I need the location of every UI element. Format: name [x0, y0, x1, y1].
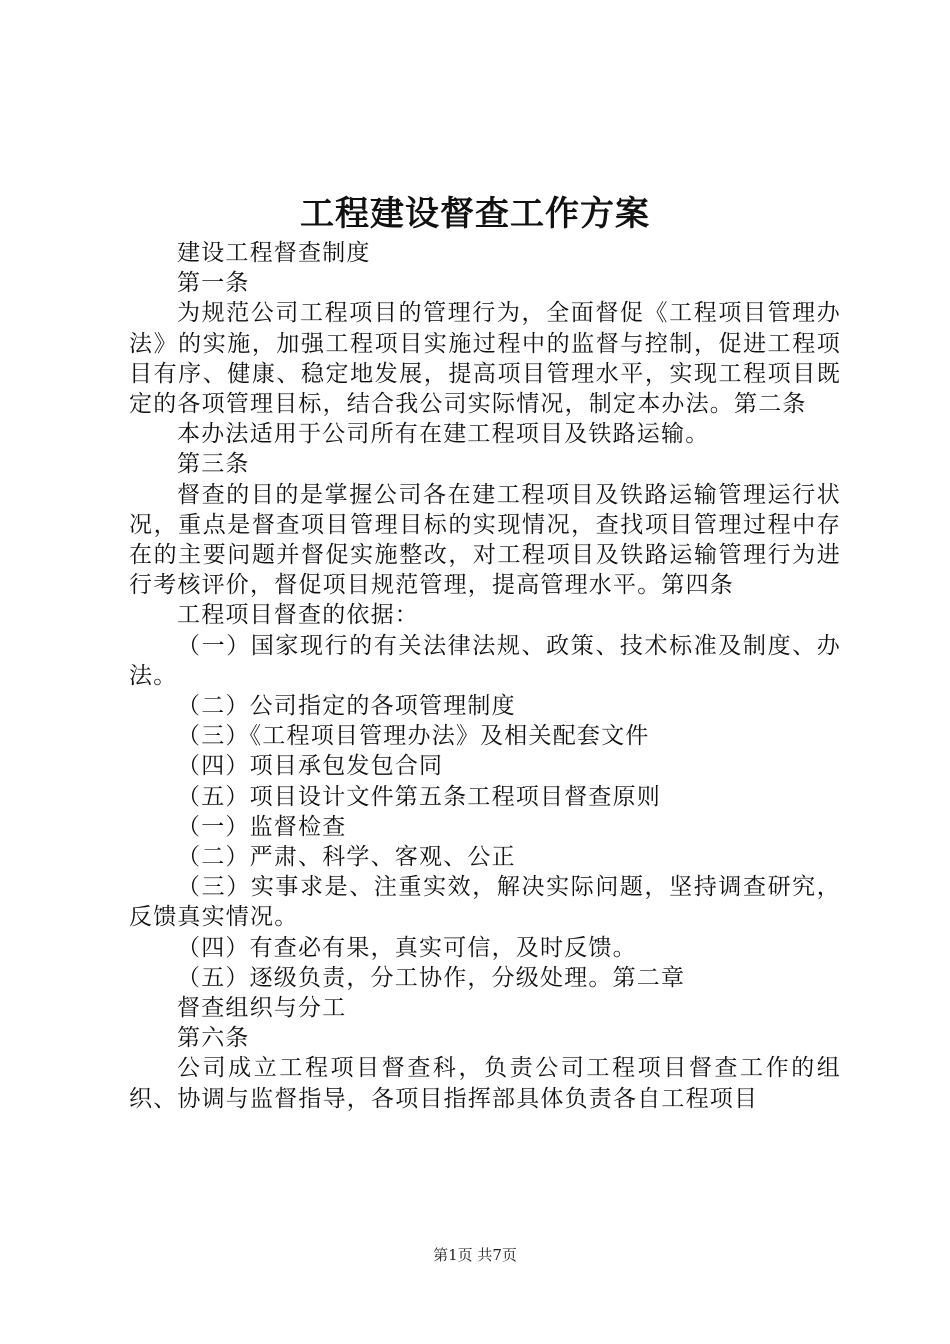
paragraph: （五）项目设计文件第五条工程项目督查原则	[177, 783, 661, 810]
paragraph: （二）严肃、科学、客观、公正	[177, 844, 516, 871]
paragraph: 公司成立工程项目督查科，负责公司工程项目督查工作的组织、协调与监督指导，各项目指挥部具体负责各自工程项目	[129, 1055, 841, 1112]
paragraph: （三）《工程项目管理办法》及相关配套文件	[177, 723, 650, 750]
paragraph: （三）实事求是、注重实效，解决实际问题，坚持调查研究，反馈真实情况。	[129, 874, 841, 931]
paragraph: 为规范公司工程项目的管理行为，全面督促《工程项目管理办法》的实施，加强工程项目实施过程中的监督与控制，促进工程项目有序、健康、稳定地发展，提高项目管理水平，实现工程项目既定的各项管理目标，结合我公司实际情况，制定本办法。第二条	[129, 300, 841, 418]
page-footer: 第1页 共7页	[433, 1246, 517, 1264]
paragraph: 第三条	[177, 451, 250, 478]
paragraph: 督查的目的是掌握公司各在建工程项目及铁路运输管理运行状况，重点是督查项目管理目标的实现情况，查找项目管理过程中存在的主要问题并督促实施整改，对工程项目及铁路运输管理行为进行考核评价，督促项目规范管理，提高管理水平。第四条	[129, 481, 841, 599]
paragraph: （一）监督检查	[177, 813, 347, 840]
document-title: 工程建设督查工作方案	[300, 194, 650, 234]
document-body	[129, 238, 841, 1114]
paragraph: （四）项目承包发包合同	[177, 753, 444, 780]
paragraph: 督查组织与分工	[177, 995, 347, 1022]
paragraph: 第一条	[177, 270, 250, 297]
paragraph: （五）逐级负责，分工协作，分级处理。第二章	[177, 964, 686, 991]
paragraph: 建设工程督查制度	[177, 240, 371, 266]
paragraph: 第六条	[177, 1025, 250, 1052]
paragraph: （一）国家现行的有关法律法规、政策、技术标准及制度、办法。	[129, 632, 841, 689]
paragraph: 本办法适用于公司所有在建工程项目及铁路运输。	[177, 421, 710, 448]
paragraph: （二）公司指定的各项管理制度	[177, 693, 516, 720]
paragraph: （四）有查必有果，真实可信，及时反馈。	[177, 934, 637, 961]
paragraph: 工程项目督查的依据：	[177, 602, 419, 629]
